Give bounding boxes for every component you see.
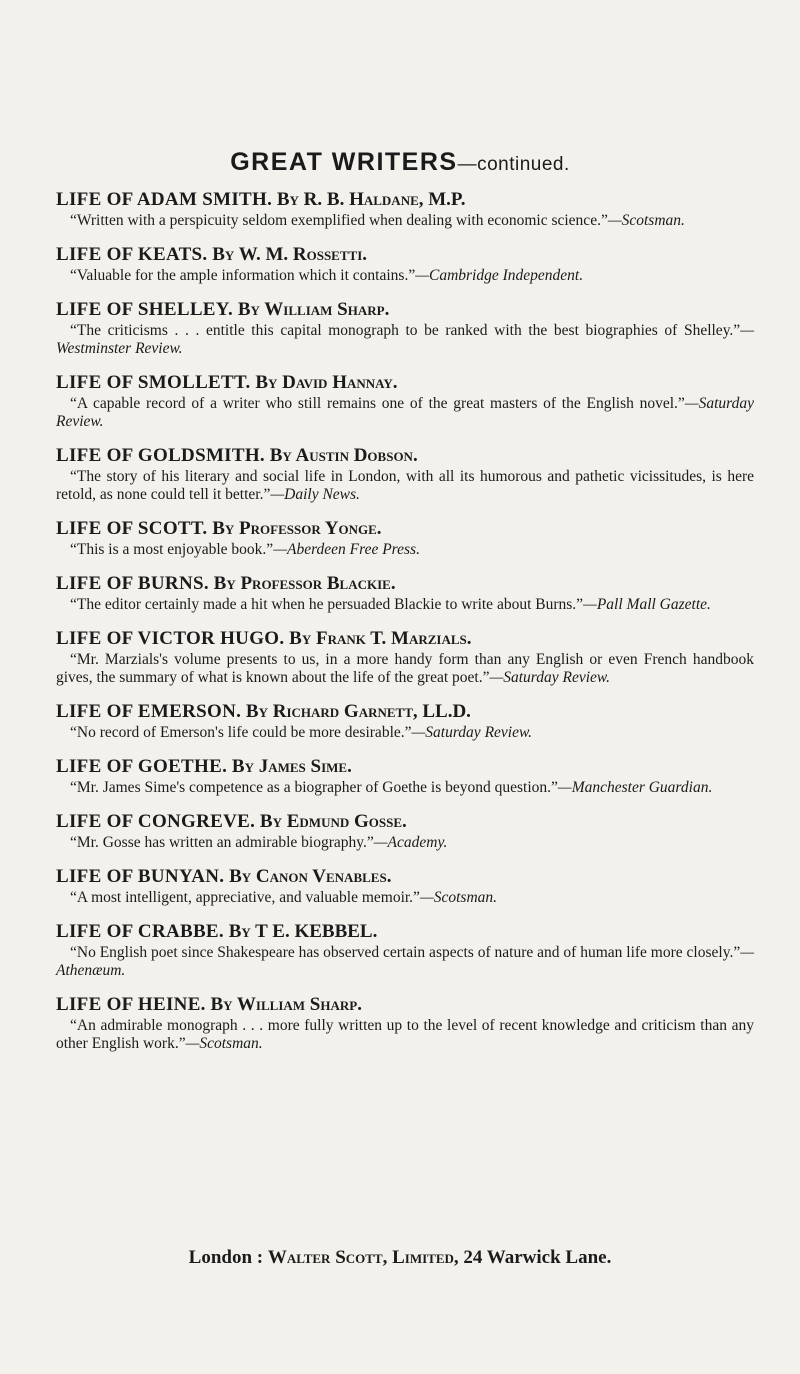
entry-emerson bbox=[56, 700, 754, 742]
quote-source: —Scotsman. bbox=[607, 212, 685, 229]
entry-crabbe bbox=[56, 920, 754, 980]
entry-quote: “Mr. Gosse has written an admirable biography.”—Academy. bbox=[70, 834, 448, 851]
imprint-city: London : bbox=[188, 1247, 264, 1268]
entry-goethe bbox=[56, 755, 754, 797]
entry-quote: “Valuable for the ample information which it contains.”—Cambridge Independent. bbox=[70, 267, 584, 284]
entry-author: By W. M. Rossetti. bbox=[212, 244, 368, 265]
entry-goldsmith bbox=[56, 444, 754, 504]
entry-burns bbox=[56, 572, 754, 614]
continued-label: —continued. bbox=[457, 154, 570, 175]
quote-source: —Scotsman. bbox=[185, 1035, 263, 1052]
entry-congreve bbox=[56, 810, 754, 852]
entry-quote: “An admirable monograph . . . more fully written up to the level of recent knowledge and criticism than any other English work.”—Scotsman. bbox=[56, 1017, 754, 1052]
entry-victor-hugo bbox=[56, 627, 754, 687]
quote-source: —Manchester Guardian. bbox=[557, 779, 713, 796]
quote-source: —Saturday Review. bbox=[489, 669, 610, 686]
entry-scott bbox=[56, 517, 754, 559]
entry-title: LIFE OF BURNS. By Professor Blackie. bbox=[56, 573, 396, 594]
entry-author: By Professor Blackie. bbox=[213, 573, 396, 594]
entry-title: LIFE OF SHELLEY. By William Sharp. bbox=[56, 299, 390, 320]
entry-quote: “A capable record of a writer who still remains one of the great masters of the English novel.”—Saturday Review. bbox=[56, 395, 754, 430]
entry-author: By William Sharp. bbox=[210, 994, 362, 1015]
quote-source: —Aberdeen Free Press. bbox=[273, 541, 420, 558]
entry-bunyan bbox=[56, 865, 754, 907]
entry-author: By Professor Yonge. bbox=[212, 518, 382, 539]
entry-quote: “No record of Emerson's life could be more desirable.”—Saturday Review. bbox=[70, 724, 533, 741]
quote-source: —Academy. bbox=[373, 834, 448, 851]
publisher-imprint bbox=[0, 1247, 800, 1269]
entry-title: LIFE OF VICTOR HUGO. By Frank T. Marzials. bbox=[56, 628, 472, 649]
entry-title: LIFE OF GOETHE. By James Sime. bbox=[56, 756, 352, 777]
entry-title: LIFE OF BUNYAN. By Canon Venables. bbox=[56, 866, 392, 887]
entry-title: LIFE OF CRABBE. By T E. KEBBEL. bbox=[56, 921, 378, 942]
entry-title: LIFE OF HEINE. By William Sharp. bbox=[56, 994, 362, 1015]
entry-quote: “The editor certainly made a hit when he persuaded Blackie to write about Burns.”—Pall Mall Gazette. bbox=[70, 596, 711, 613]
entry-title: LIFE OF ADAM SMITH. By R. B. Haldane, M.P. bbox=[56, 189, 466, 210]
entry-author: By James Sime. bbox=[231, 756, 352, 777]
entry-keats bbox=[56, 243, 754, 285]
entry-quote: “This is a most enjoyable book.”—Aberdeen Free Press. bbox=[70, 541, 420, 558]
entry-list bbox=[56, 188, 754, 1066]
quote-source: —Athenæum. bbox=[56, 944, 754, 979]
entry-title: LIFE OF CONGREVE. By Edmund Gosse. bbox=[56, 811, 407, 832]
page-header bbox=[0, 148, 800, 177]
imprint-publisher: Walter Scott, Limited, bbox=[267, 1247, 459, 1268]
entry-quote: “Mr. James Sime's competence as a biographer of Goethe is beyond question.”—Manchester Guardian. bbox=[70, 779, 713, 796]
entry-author: By Canon Venables. bbox=[229, 866, 392, 887]
entry-smollett bbox=[56, 371, 754, 431]
quote-source: —Saturday Review. bbox=[56, 395, 754, 430]
entry-adam-smith bbox=[56, 188, 754, 230]
entry-author: By David Hannay. bbox=[255, 372, 398, 393]
entry-title: LIFE OF GOLDSMITH. By Austin Dobson. bbox=[56, 445, 418, 466]
entry-title: LIFE OF SMOLLETT. By David Hannay. bbox=[56, 372, 398, 393]
entry-quote: “No English poet since Shakespeare has observed certain aspects of nature and of human life more closely.”—Athenæum. bbox=[56, 944, 754, 979]
entry-quote: “Written with a perspicuity seldom exemplified when dealing with economic science.”—Scotsman. bbox=[70, 212, 685, 229]
quote-source: —Saturday Review. bbox=[411, 724, 533, 741]
entry-author: By R. B. Haldane, M.P. bbox=[276, 189, 466, 210]
entry-quote: “A most intelligent, appreciative, and valuable memoir.”—Scotsman. bbox=[70, 889, 498, 906]
entry-author: By T E. KEBBEL. bbox=[228, 921, 378, 942]
series-title: GREAT WRITERS bbox=[230, 148, 458, 176]
entry-title: LIFE OF EMERSON. By Richard Garnett, LL.D. bbox=[56, 701, 471, 722]
entry-author: By Frank T. Marzials. bbox=[289, 628, 472, 649]
entry-author: By Richard Garnett, LL.D. bbox=[245, 701, 471, 722]
entry-quote: “Mr. Marzials's volume presents to us, in a more handy form than any English or even French handbook gives, the summary of what is known about the life of the great poet.”—Saturday Review. bbox=[56, 651, 754, 686]
entry-heine bbox=[56, 993, 754, 1053]
entry-shelley bbox=[56, 298, 754, 358]
quote-source: —Scotsman. bbox=[419, 889, 498, 906]
entry-quote: “The story of his literary and social life in London, with all its humorous and pathetic vicissitudes, is here retold, as none could tell it better.”—Daily News. bbox=[56, 468, 754, 503]
quote-source: —Westminster Review. bbox=[56, 322, 754, 357]
quote-source: —Pall Mall Gazette. bbox=[583, 596, 711, 613]
entry-author: By Austin Dobson. bbox=[269, 445, 418, 466]
quote-source: —Daily News. bbox=[270, 486, 360, 503]
quote-source: —Cambridge Independent. bbox=[415, 267, 584, 284]
entry-title: LIFE OF SCOTT. By Professor Yonge. bbox=[56, 518, 382, 539]
entry-author: By William Sharp. bbox=[237, 299, 390, 320]
entry-author: By Edmund Gosse. bbox=[259, 811, 407, 832]
entry-title: LIFE OF KEATS. By W. M. Rossetti. bbox=[56, 244, 368, 265]
imprint-address: 24 Warwick Lane. bbox=[463, 1247, 612, 1268]
entry-quote: “The criticisms . . . entitle this capital monograph to be ranked with the best biographies of Shelley.”—Westminster Review. bbox=[56, 322, 754, 357]
